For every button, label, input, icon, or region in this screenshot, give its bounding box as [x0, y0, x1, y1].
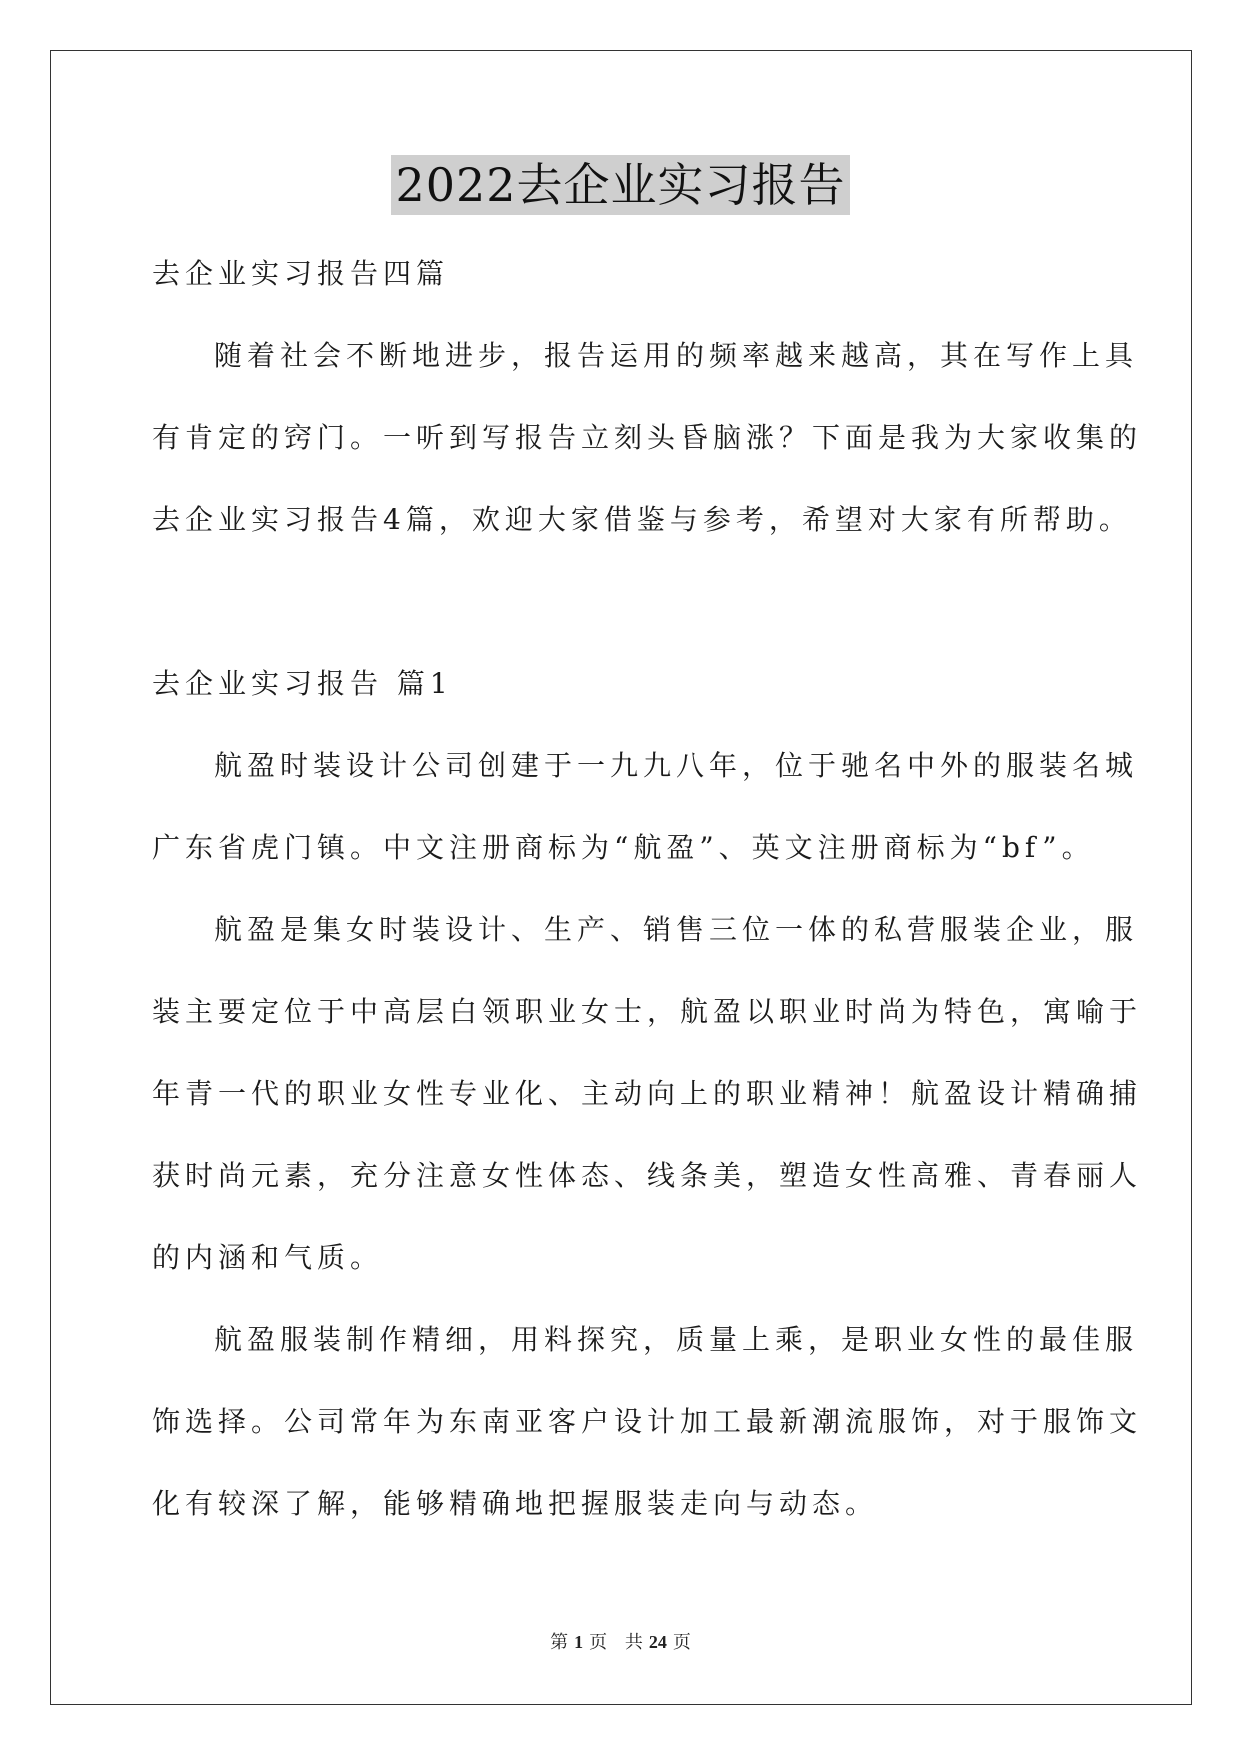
title-wrap: [0, 155, 1241, 215]
paragraph-line: 航盈时装设计公司创建于一九九八年，位于驰名中外的服装名城: [214, 749, 1139, 782]
paragraph-line: 装主要定位于中高层白领职业女士，航盈以职业时尚为特色，寓喻于: [152, 995, 1143, 1028]
page-suffix: 页: [589, 1632, 608, 1653]
page-total: [622, 1632, 694, 1653]
document-body: [152, 233, 1143, 1545]
intro-line: 有肯定的窍门。一听到写报告立刻头昏脑涨？下面是我为大家收集的: [152, 421, 1143, 454]
paragraph-line: 航盈服装制作精细，用料探究，质量上乘，是职业女性的最佳服: [214, 1323, 1139, 1356]
paragraph-line: 年青一代的职业女性专业化、主动向上的职业精神！航盈设计精确捕: [152, 1077, 1143, 1110]
page-footer: [0, 1628, 1241, 1654]
paragraph-line: 化有较深了解，能够精确地把握服装走向与动态。: [152, 1487, 879, 1520]
total-count: 24: [648, 1632, 667, 1652]
page-number: [547, 1632, 610, 1653]
total-prefix: 共: [624, 1632, 643, 1653]
subtitle: 去企业实习报告四篇: [152, 257, 450, 290]
total-suffix: 页: [672, 1632, 691, 1653]
paragraph-line: 航盈是集女时装设计、生产、销售三位一体的私营服装企业，服: [214, 913, 1139, 946]
paragraph-line: 饰选择。公司常年为东南亚客户设计加工最新潮流服饰，对于服饰文: [152, 1405, 1143, 1438]
document-title: 2022去企业实习报告: [391, 155, 849, 215]
paragraph-line: 的内涵和气质。: [152, 1241, 384, 1274]
spacer: [152, 561, 1092, 643]
paragraph-line: 获时尚元素，充分注意女性体态、线条美，塑造女性高雅、青春丽人: [152, 1159, 1143, 1192]
page-prefix: 第: [550, 1632, 569, 1653]
section-heading: 去企业实习报告 篇1: [152, 667, 453, 700]
intro-line: 随着社会不断地进步，报告运用的频率越来越高，其在写作上具: [214, 339, 1139, 372]
paragraph-line: 广东省虎门镇。中文注册商标为“航盈”、英文注册商标为“bf”。: [152, 831, 1095, 864]
intro-line: 去企业实习报告4篇，欢迎大家借鉴与参考，希望对大家有所帮助。: [152, 503, 1132, 536]
page-current: 1: [574, 1632, 584, 1652]
